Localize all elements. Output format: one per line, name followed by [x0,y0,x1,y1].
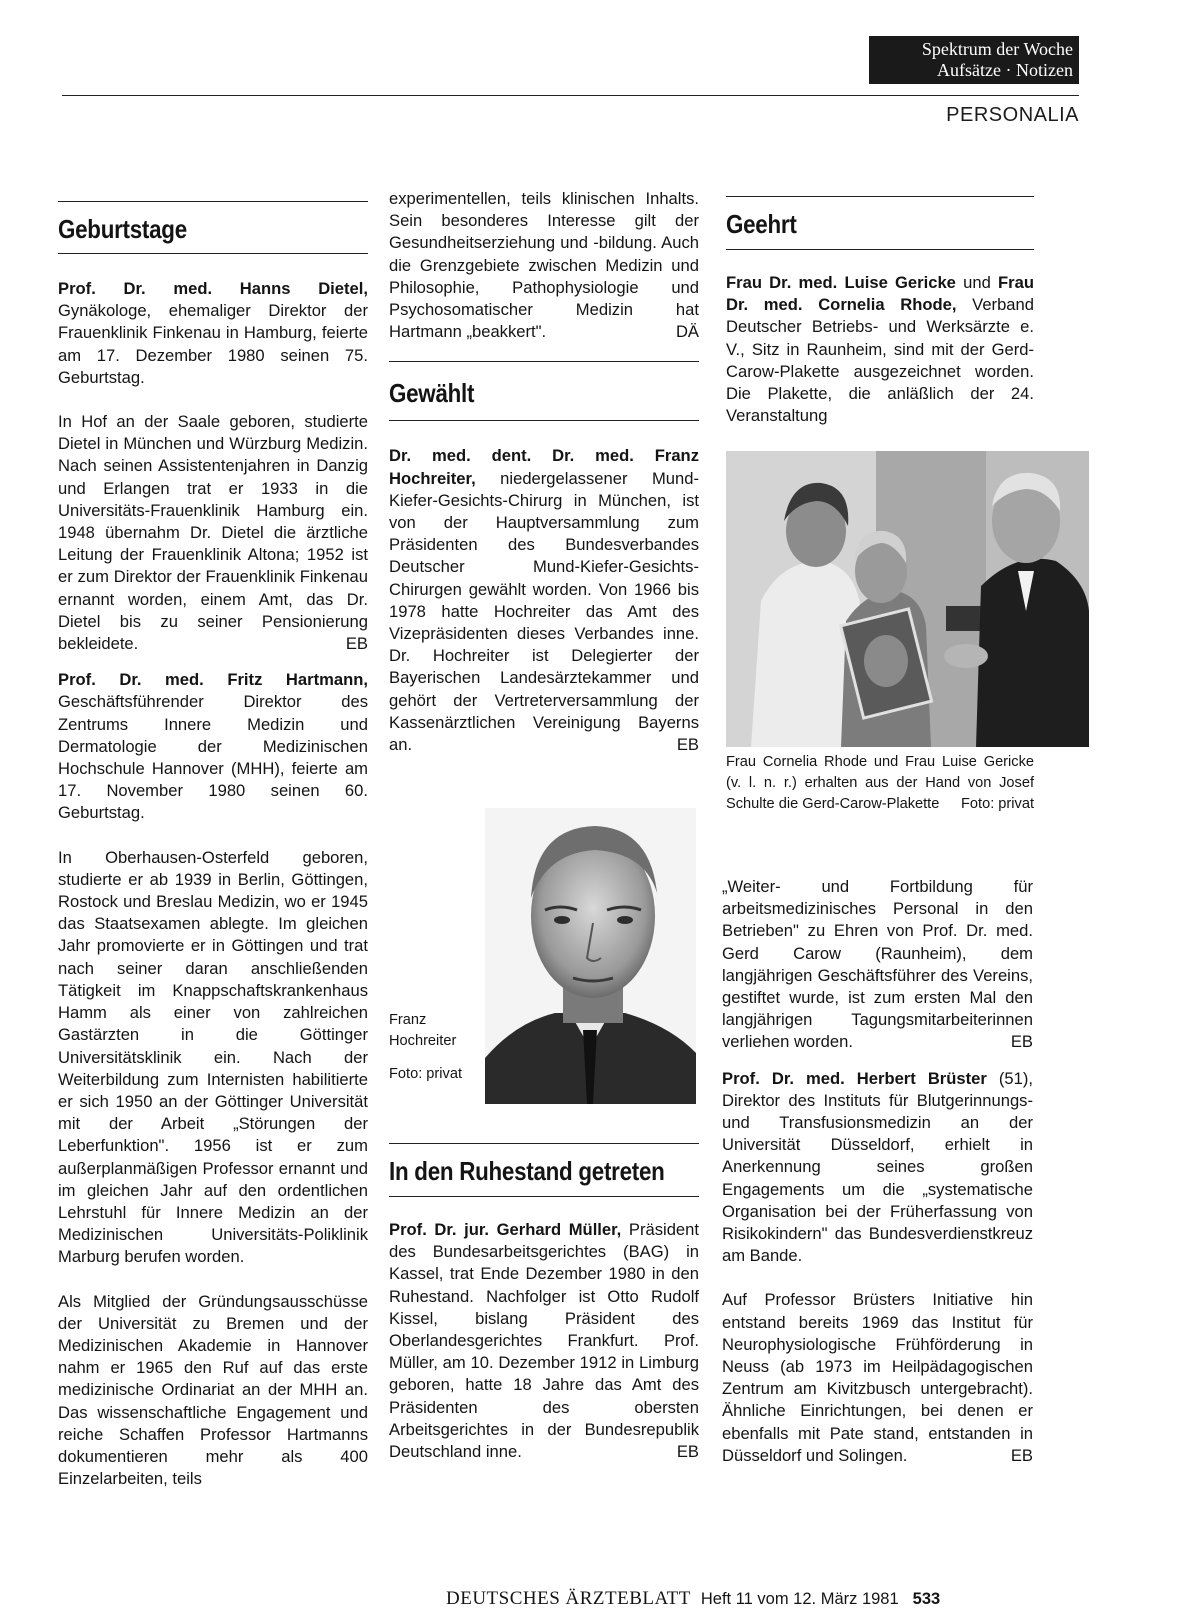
paragraph [389,188,699,343]
page-number: 533 [912,1590,941,1608]
column-1 [58,201,368,1490]
group-image [726,451,1089,747]
paragraph [722,1289,1033,1467]
article-text: (51), Direktor des Instituts für Blutgerinnungs- und Transfusionsmedizin an der Universität Düsseldorf, erhielt in Anerkennung seines großen Engagements um die „systematische Organisation bei der Früherfassung von Risikokindern" das Bundesverdienstkreuz am Bande. [722,1068,1033,1266]
article-bruester [722,1068,1033,1268]
paragraph-text: Auf Professor Brüsters Initiative hin entstand bereits 1969 das Institut für Neurophysiologische Frühförderung in Neuss (ab 1973 im Heilpädagogischen Zentrum am Kivitzbusch untergebracht). Ähnliche Einrichtungen, bei denen er ebenfalls mit Pate stand, entstanden in Düsseldorf und Solingen. [722,1290,1033,1465]
column-3 [726,196,1034,427]
heading-geburtstage: Geburtstage [58,214,187,244]
group-photo [726,451,1089,747]
person-name: Prof. Dr. med. Fritz Hartmann, [58,670,368,690]
badge-line-1: Spektrum der Woche [921,39,1073,59]
person-name: Prof. Dr. jur. Gerhard Müller, [389,1220,622,1239]
page-footer [446,1588,940,1610]
section-label: PERSONALIA [946,104,1079,126]
paragraph: Als Mitglied der Gründungsausschüsse der Universität zu Bremen und der Medizinischen Akademie in Hannover nahm er 1965 den Ruf auf das erste medizinische Ordinariat an der MHH an. Das wissenschaftliche Engagement und reiche Schaffen Professor Hartmanns dokumentieren mehr als 400 Einzelarbeiten, teils [58,1291,368,1489]
article-mueller [389,1219,699,1463]
paragraph-text: „Weiter- und Fortbildung für arbeitsmedizinisches Personal in den Betrieben" zu Ehren von Prof. Dr. med. Gerd Carow (Raunheim), dem langjährigen Geschäftsführer des Vereins, gestiftet wurde, ist zum ersten Mal den langjährigen Tagungsmitarbeiterinnen verliehen worden. [722,877,1033,1052]
rule [726,249,1034,250]
author-signature: DÄ [675,322,699,342]
article-text: niedergelassener Mund-Kiefer-Gesichts-Chirurg in München, ist von der Hauptversammlung zum Präsidenten des Bundesverbandes Deutscher Mund-Kiefer-Gesichts-Chirurgen gewählt worden. Von 1966 bis 1978 hatte Hochreiter das Amt des Vizepräsidenten dieses Verbandes inne. Dr. Hochreiter ist Delegierter der Bayerischen Landesärztekammer und gehört der Vertreterversammlung der Kassenärztlichen Vereinigung Bayerns an. [389,468,699,755]
article-text: Präsident des Bundesarbeitsgerichtes (BAG) in Kassel, trat Ende Dezember 1980 in den Ruhestand. Nachfolger ist Otto Rudolf Kissel, bislang Präsident des Oberlandesgerichtes Frankfurt. Prof. Müller, am 10. Dezember 1912 in Limburg geboren, hatte 18 Jahre das Amt des Präsidenten des obersten Arbeitsgerichtes in der Bundesrepublik Deutschland inne. [389,1220,700,1462]
heading-gewaehlt: Gewählt [389,378,475,409]
paragraph [722,876,1033,1054]
issue-info: Heft 11 vom 12. März 1981 [700,1590,899,1608]
article-text: Gynäkologe, ehemaliger Direktor der Frauenklinik Finkenau in Hamburg, feierte am 17. Dezember 1980 seinen 75. Geburtstag. [58,301,368,387]
caption-text: Frau Cornelia Rhode und Frau Luise Gericke (v. l. n. r.) erhalten aus der Hand von Josef Schulte die Gerd-Carow-Plakette [726,754,1034,812]
rule [389,1143,699,1144]
paragraph: In Oberhausen-Osterfeld geboren, studierte er ab 1939 in Berlin, Göttingen, Rostock und Breslau Medizin, wo er 1945 das Staatsexamen ablegte. Im gleichen Jahr promovierte er in Göttingen und trat nach seiner daran anschließenden Tätigkeit im Knappschaftskrankenhaus Hamm als einer von zahlreichen Gastärzten in die Göttinger Universitätsklinik ein. Nach der Weiterbildung zum Internisten habilitierte er sich 1950 an der Göttinger Universität mit der Arbeit „Störungen der Leberfunktion". 1956 ist er zum außerplanmäßigen Professor ernannt und im gleichen Jahr auf den ordentlichen Lehrstuhl für Innere Medizin an der Medizinischen Universitäts-Poliklinik Marburg berufen worden. [58,847,368,1267]
rule [726,196,1034,197]
portrait-photo [485,808,696,1104]
caption-credit: Foto: privat [961,796,1034,812]
article-gericke-rhode [726,272,1034,427]
author-signature: EB [1010,1445,1033,1465]
header-rule [62,95,1079,96]
person-name: Frau Dr. med. Cornelia Rhode, [726,273,1034,315]
caption-credit: Foto: privat [389,1066,462,1082]
journal-name: DEUTSCHES ÄRZTEBLATT [446,1588,691,1609]
heading-geehrt: Geehrt [726,209,797,239]
column-3-lower [722,876,1033,1467]
person-name: Frau Dr. med. Luise Gericke [726,273,956,292]
author-signature: EB [1010,1032,1033,1052]
article-text: Verband Deutscher Betriebs- und Werksärzte e. V., Sitz in Raunheim, sind mit der Gerd-Carow-Plakette ausgezeichnet worden. Die Plakette, die anläßlich der 24. Veranstaltung [726,295,1034,426]
column-2 [389,188,699,756]
author-signature: EB [676,735,699,755]
person-name: Prof. Dr. med. Herbert Brüster [722,1068,987,1088]
group-photo-caption [726,752,1034,815]
connector-text: und [955,273,999,292]
article-text [58,411,368,655]
section-badge [869,36,1079,84]
person-name: Prof. Dr. med. Hanns Dietel, [58,279,368,298]
rule [389,361,699,362]
badge-line-2: Aufsätze · Notizen [937,60,1073,80]
rule [58,201,368,202]
rule [58,253,368,254]
heading-ruhestand: In den Ruhestand getreten [389,1156,665,1186]
person-name: Dr. med. dent. Dr. med. Franz Hochreiter, [389,446,699,488]
paragraph: In Hof an der Saale geboren, studierte Dietel in München und Würzburg Medizin. Nach seinen Assistentenjahren in Danzig und Erlangen trat er 1933 in die Universitäts-Frauenklinik Hamburg ein. 1948 übernahm Dr. Dietel die ärztliche Leitung der Frauenklinik Altona; 1952 ist er zum Direktor der Frauenklinik Finkenau ernannt worden, einem Amt, das Dr. Dietel bis zu seiner Pensionierung bekleidete. [58,412,368,654]
author-signature: EB [676,1442,699,1462]
rule [389,1196,699,1197]
portrait-caption [389,1010,479,1085]
article-hochreiter [389,445,699,756]
author-signature: EB [345,634,368,654]
article-text: Geschäftsführender Direktor des Zentrums Innere Medizin und Dermatologie der Medizinischen Hochschule Hannover (MHH), feierte am 17. November 1980 seinen 60. Geburtstag. [58,692,368,823]
paragraph-text: experimentellen, teils klinischen Inhalts. Sein besonderes Interesse gilt der Gesundheitserziehung und -bildung. Auch die Grenzgebiete zwischen Medizin und Philosophie, Pathophysiologie und Psychosomatischer Medizin hat Hartmann „beakkert". [389,189,699,342]
article-hartmann [58,669,368,824]
article-dietel [58,278,368,389]
portrait-image [485,808,696,1104]
column-2-lower [389,1143,699,1463]
rule [389,420,699,421]
caption-name: Franz Hochreiter [389,1012,457,1049]
